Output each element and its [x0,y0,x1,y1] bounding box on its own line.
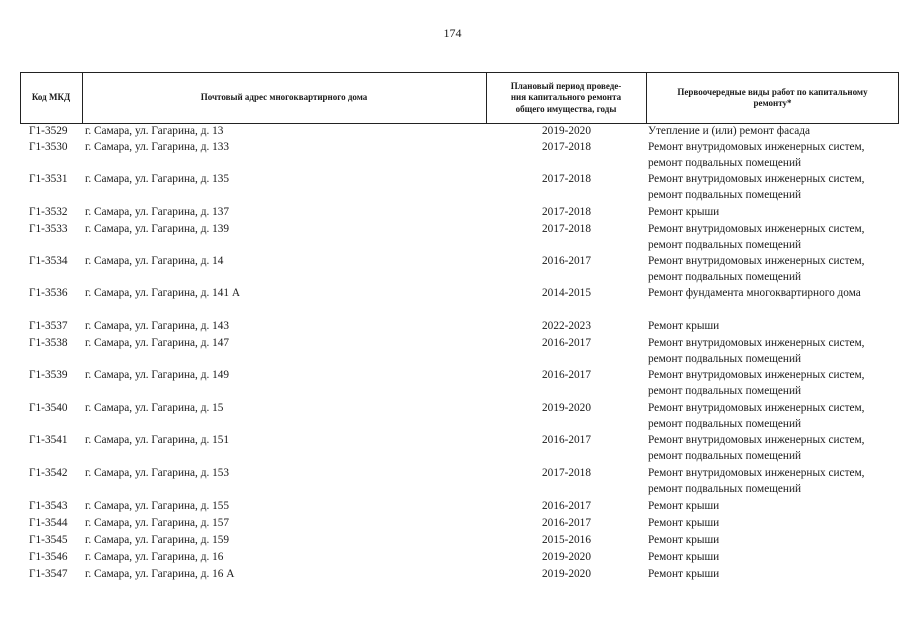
header-work-line: Первоочередные виды работ по капитальному [677,86,868,97]
period-cell: 2016-2017 [542,517,591,529]
period-cell: 2022-2023 [542,320,591,332]
work-types-cell [648,171,900,203]
mkd-code: Г1-3531 [29,173,68,185]
work-type-line: ремонт подвальных помещений [648,271,802,283]
address-cell: г. Самара, ул. Гагарина, д. 149 [85,369,230,381]
mkd-code: Г1-3532 [29,206,68,218]
work-type-line: ремонт подвальных помещений [648,157,802,169]
work-types-cell [648,566,900,582]
mkd-code: Г1-3547 [29,568,68,580]
address-cell: г. Самара, ул. Гагарина, д. 143 [85,320,230,332]
work-types-cell [648,367,900,399]
work-type-line: ремонт подвальных помещений [648,385,802,397]
period-cell: 2016-2017 [542,369,591,381]
address-cell: г. Самара, ул. Гагарина, д. 13 [85,125,224,137]
work-type-line: Ремонт крыши [648,500,720,512]
work-type-line: Ремонт внутридомовых инженерных систем, [648,337,865,349]
work-type-line: Ремонт крыши [648,534,720,546]
period-cell: 2017-2018 [542,206,591,218]
period-cell: 2017-2018 [542,467,591,479]
work-type-line: Ремонт внутридомовых инженерных систем, [648,402,865,414]
period-cell: 2016-2017 [542,255,591,267]
mkd-code: Г1-3542 [29,467,68,479]
address-cell: г. Самара, ул. Гагарина, д. 155 [85,500,230,512]
period-cell: 2016-2017 [542,337,591,349]
header-period-line: ния капитального ремонта [510,92,622,103]
work-type-line: Ремонт внутридомовых инженерных систем, [648,255,865,267]
address-cell: г. Самара, ул. Гагарина, д. 157 [85,517,230,529]
mkd-code: Г1-3529 [29,125,68,137]
period-cell: 2019-2020 [542,568,591,580]
work-types-cell [648,532,900,548]
header-period-line: Плановый период проведе- [510,80,622,91]
period-cell: 2015-2016 [542,534,591,546]
period-cell: 2019-2020 [542,551,591,563]
work-types-cell [648,400,900,432]
work-types-cell [648,498,900,514]
mkd-code: Г1-3530 [29,141,68,153]
address-cell: г. Самара, ул. Гагарина, д. 151 [85,434,230,446]
work-types-cell [648,123,900,139]
address-cell: г. Самара, ул. Гагарина, д. 159 [85,534,230,546]
page-number: 174 [443,26,462,40]
work-types-cell [648,432,900,464]
mkd-code: Г1-3534 [29,255,68,267]
address-cell: г. Самара, ул. Гагарина, д. 141 А [85,287,241,299]
address-cell: г. Самара, ул. Гагарина, д. 137 [85,206,230,218]
work-types-cell [648,253,900,285]
work-type-line: ремонт подвальных помещений [648,189,802,201]
period-cell: 2017-2018 [542,173,591,185]
work-type-line: Ремонт крыши [648,568,720,580]
work-type-line: Ремонт внутридомовых инженерных систем, [648,173,865,185]
work-type-line: Ремонт внутридомовых инженерных систем, [648,434,865,446]
mkd-code: Г1-3533 [29,223,68,235]
header-code: Код МКД [31,92,71,103]
work-type-line: Ремонт крыши [648,551,720,563]
work-types-cell [648,465,900,497]
work-type-line: Ремонт внутридомовых инженерных систем, [648,369,865,381]
address-cell: г. Самара, ул. Гагарина, д. 14 [85,255,224,267]
work-types-cell [648,139,900,171]
work-type-line: ремонт подвальных помещений [648,418,802,430]
work-types-cell [648,335,900,367]
work-type-line: Утепление и (или) ремонт фасада [648,125,811,137]
work-type-line: Ремонт внутридомовых инженерных систем, [648,467,865,479]
mkd-code: Г1-3543 [29,500,68,512]
work-type-line: ремонт подвальных помещений [648,450,802,462]
mkd-code: Г1-3541 [29,434,68,446]
address-cell: г. Самара, ул. Гагарина, д. 16 А [85,568,235,580]
address-cell: г. Самара, ул. Гагарина, д. 139 [85,223,230,235]
work-type-line: Ремонт крыши [648,517,720,529]
period-cell: 2016-2017 [542,500,591,512]
work-types-cell [648,318,900,334]
work-type-line: Ремонт крыши [648,320,720,332]
work-types-cell [648,221,900,253]
header-work [646,73,899,123]
mkd-code: Г1-3546 [29,551,68,563]
period-cell: 2016-2017 [542,434,591,446]
work-type-line: Ремонт крыши [648,206,720,218]
mkd-code: Г1-3539 [29,369,68,381]
work-type-line: ремонт подвальных помещений [648,353,802,365]
header-period-line: общего имущества, годы [515,103,617,114]
mkd-code: Г1-3545 [29,534,68,546]
period-cell: 2019-2020 [542,125,591,137]
work-type-line: Ремонт внутридомовых инженерных систем, [648,223,865,235]
period-cell: 2017-2018 [542,223,591,235]
address-cell: г. Самара, ул. Гагарина, д. 147 [85,337,230,349]
mkd-code: Г1-3537 [29,320,68,332]
period-cell: 2019-2020 [542,402,591,414]
mkd-code: Г1-3536 [29,287,68,299]
work-types-cell [648,515,900,531]
mkd-code: Г1-3540 [29,402,68,414]
address-cell: г. Самара, ул. Гагарина, д. 135 [85,173,230,185]
period-cell: 2014-2015 [542,287,591,299]
table-header [20,72,899,124]
work-types-cell [648,285,900,301]
header-work-line: ремонту* [753,98,792,108]
address-cell: г. Самара, ул. Гагарина, д. 16 [85,551,224,563]
address-cell: г. Самара, ул. Гагарина, д. 153 [85,467,230,479]
address-cell: г. Самара, ул. Гагарина, д. 15 [85,402,224,414]
header-address: Почтовый адрес многоквартирного дома [200,92,368,103]
mkd-code: Г1-3544 [29,517,68,529]
work-type-line: Ремонт внутридомовых инженерных систем, [648,141,865,153]
work-type-line: Ремонт фундамента многоквартирного дома [648,287,861,299]
work-type-line: ремонт подвальных помещений [648,239,802,251]
period-cell: 2017-2018 [542,141,591,153]
work-types-cell [648,204,900,220]
header-period [486,73,646,123]
mkd-code: Г1-3538 [29,337,68,349]
address-cell: г. Самара, ул. Гагарина, д. 133 [85,141,230,153]
work-type-line: ремонт подвальных помещений [648,483,802,495]
column-border [898,73,899,123]
work-types-cell [648,549,900,565]
